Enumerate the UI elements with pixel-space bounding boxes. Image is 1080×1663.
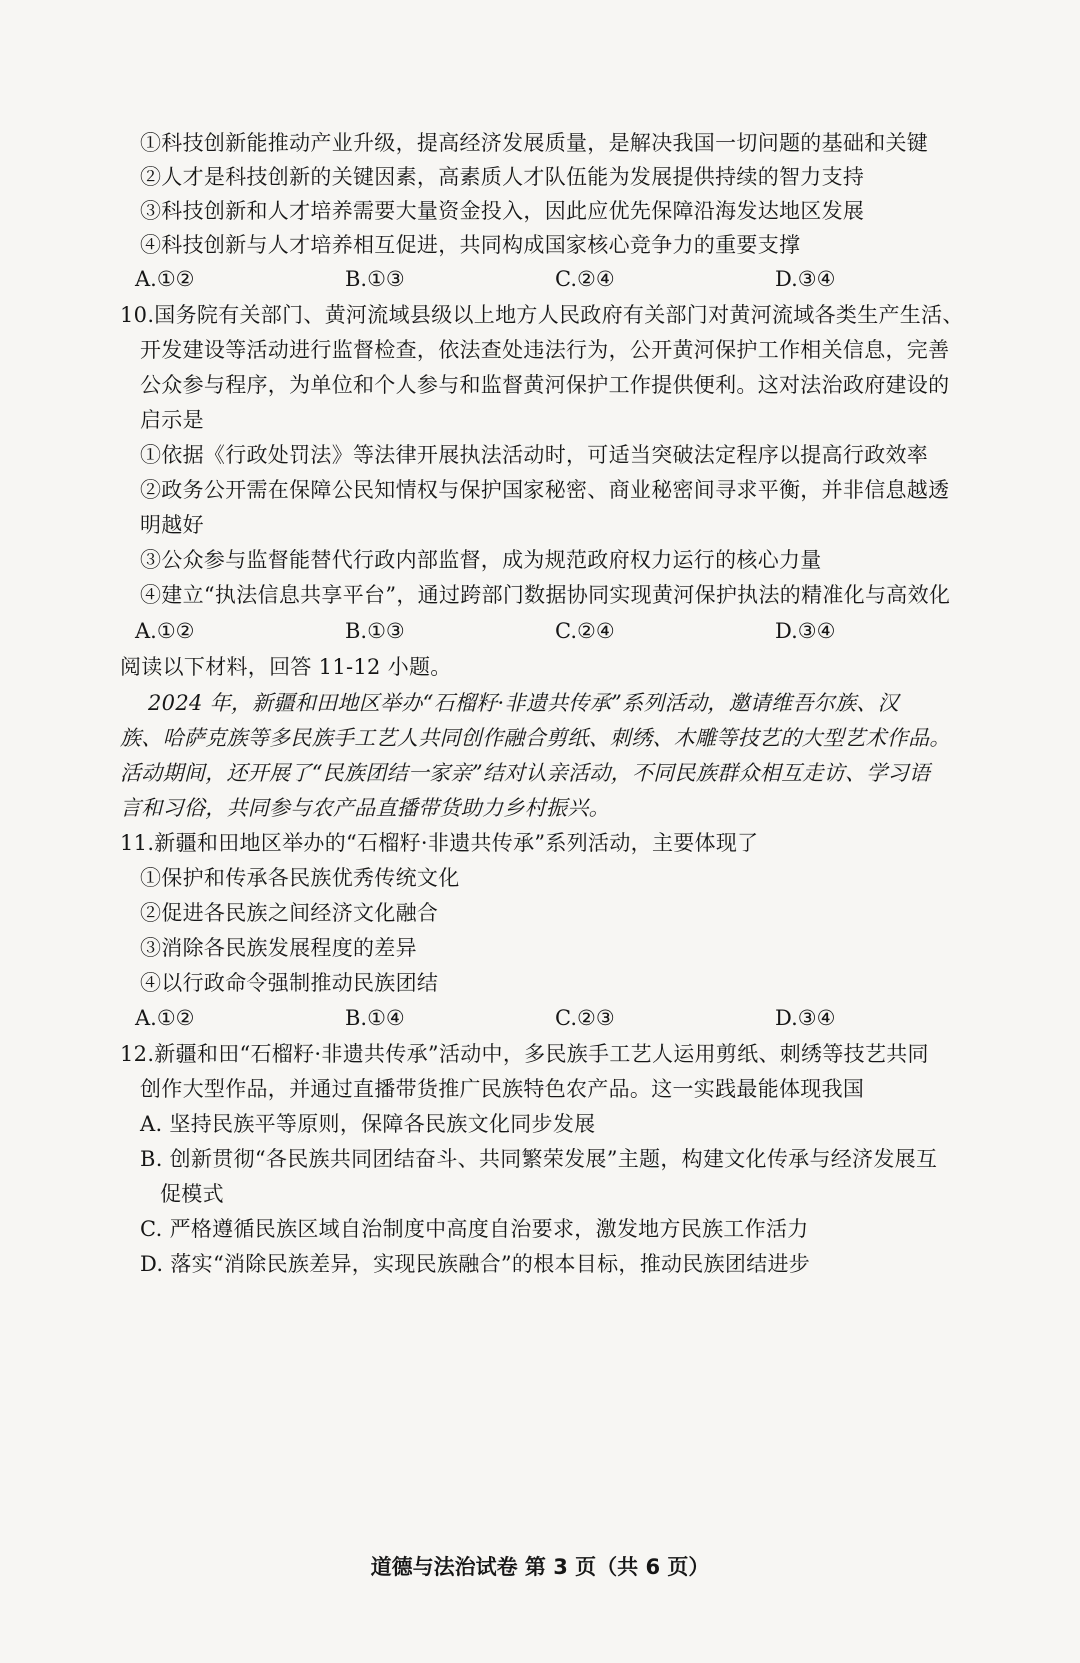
q9-choice-d: D.③④ [775, 267, 836, 291]
q11-option-1: ①保护和传承各民族优秀传统文化 [140, 866, 460, 890]
q11-stem: 11.新疆和田地区举办的“石榴籽·非遗共传承”系列活动，主要体现了 [120, 831, 759, 855]
q10-option-4: ④建立“执法信息共享平台”，通过跨部门数据协同实现黄河保护执法的精准化与高效化 [140, 583, 951, 607]
page-footer: 道德与法治试卷 第 3 页（共 6 页） [370, 1555, 710, 1579]
q10-option-3: ③公众参与监督能替代行政内部监督，成为规范政府权力运行的核心力量 [140, 548, 822, 572]
q11-option-3: ③消除各民族发展程度的差异 [140, 936, 417, 960]
q10-stem-line-2: 开发建设等活动进行监督检查，依法查处违法行为，公开黄河保护工作相关信息，完善 [140, 338, 950, 362]
q10-stem-line-3: 公众参与程序，为单位和个人参与和监督黄河保护工作提供便利。这对法治政府建设的 [140, 373, 950, 397]
q9-option-4: ④科技创新与人才培养相互促进，共同构成国家核心竞争力的重要支撑 [140, 233, 801, 257]
material-line-3: 活动期间，还开展了“民族团结一家亲”结对认亲活动，不同民族群众相互走访、学习语 [120, 761, 931, 785]
q9-option-3: ③科技创新和人才培养需要大量资金投入，因此应优先保障沿海发达地区发展 [140, 199, 865, 223]
q12-stem-line-1: 12.新疆和田“石榴籽·非遗共传承”活动中，多民族手工艺人运用剪纸、刺绣等技艺共同 [120, 1042, 929, 1066]
material-line-4: 言和习俗，共同参与农产品直播带货助力乡村振兴。 [120, 796, 610, 820]
material-intro: 阅读以下材料，回答 11-12 小题。 [120, 655, 452, 679]
q10-option-2-line-1: ②政务公开需在保障公民知情权与保护国家秘密、商业秘密间寻求平衡，并非信息越透 [140, 478, 950, 502]
q9-choice-b: B.①③ [345, 267, 405, 291]
q11-option-2: ②促进各民族之间经济文化融合 [140, 901, 439, 925]
q12-option-c: C. 严格遵循民族区域自治制度中高度自治要求，激发地方民族工作活力 [140, 1217, 809, 1241]
q10-choice-a: A.①② [135, 619, 195, 643]
q9-option-1: ①科技创新能推动产业升级，提高经济发展质量，是解决我国一切问题的基础和关键 [140, 131, 929, 155]
q11-choice-a: A.①② [135, 1006, 195, 1030]
q12-option-d: D. 落实“消除民族差异，实现民族融合”的根本目标，推动民族团结进步 [140, 1252, 811, 1276]
q9-option-2: ②人才是科技创新的关键因素，高素质人才队伍能为发展提供持续的智力支持 [140, 165, 865, 189]
q10-choice-c: C.②④ [555, 619, 615, 643]
q10-choice-d: D.③④ [775, 619, 836, 643]
q9-choice-c: C.②④ [555, 267, 615, 291]
q9-choice-a: A.①② [135, 267, 195, 291]
q11-choice-c: C.②③ [555, 1006, 615, 1030]
q10-option-1: ①依据《行政处罚法》等法律开展执法活动时，可适当突破法定程序以提高行政效率 [140, 443, 929, 467]
q12-stem-line-2: 创作大型作品，并通过直播带货推广民族特色农产品。这一实践最能体现我国 [140, 1077, 865, 1101]
q10-answer-choices [135, 616, 895, 646]
q11-answer-choices [135, 1003, 895, 1033]
q12-option-a: A. 坚持民族平等原则，保障各民族文化同步发展 [140, 1112, 596, 1136]
material-line-1: 2024 年，新疆和田地区举办“石榴籽·非遗共传承”系列活动，邀请维吾尔族、汉 [148, 691, 899, 715]
q11-choice-b: B.①④ [345, 1006, 405, 1030]
q12-option-b-line-2: 促模式 [160, 1182, 224, 1206]
material-line-2: 族、哈萨克族等多民族手工艺人共同创作融合剪纸、刺绣、木雕等技艺的大型艺术作品。 [120, 726, 951, 750]
q10-stem-line-4: 启示是 [140, 408, 204, 432]
q9-answer-choices [135, 264, 895, 294]
q12-option-b-line-1: B. 创新贯彻“各民族共同团结奋斗、共同繁荣发展”主题，构建文化传承与经济发展互 [140, 1147, 938, 1171]
q10-option-2-line-2: 明越好 [140, 513, 204, 537]
q10-stem-line-1: 10.国务院有关部门、黄河流域县级以上地方人民政府有关部门对黄河流域各类生产生活、 [120, 303, 964, 327]
q11-option-4: ④以行政命令强制推动民族团结 [140, 971, 439, 995]
q11-choice-d: D.③④ [775, 1006, 836, 1030]
q10-choice-b: B.①③ [345, 619, 405, 643]
